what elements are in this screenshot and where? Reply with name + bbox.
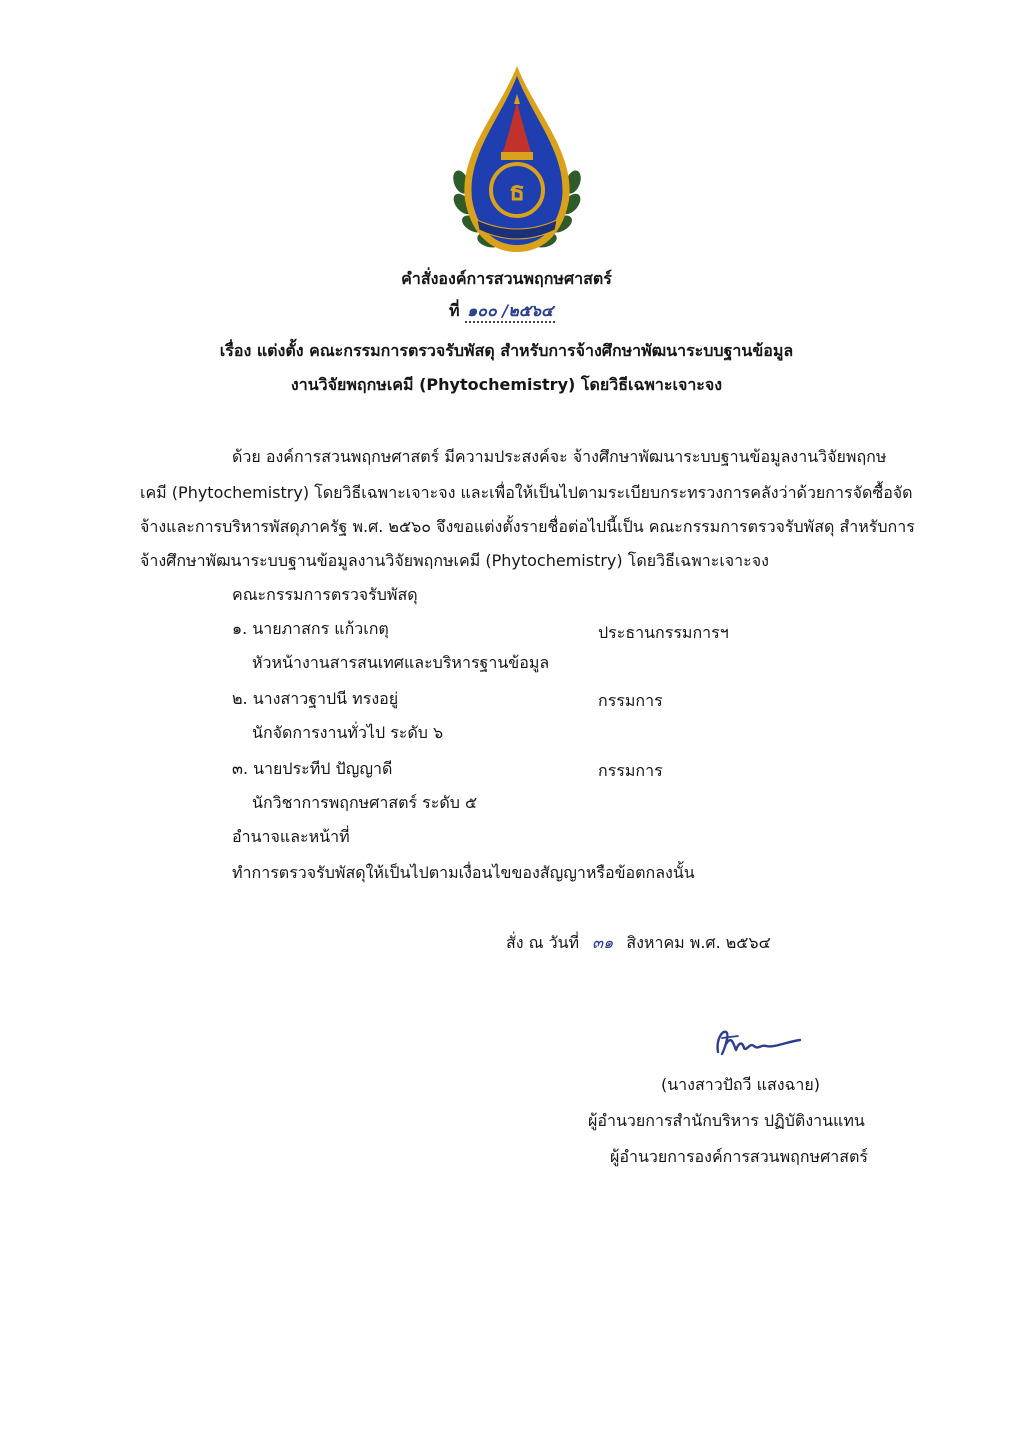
member-3-position: นักวิชาการพฤกษศาสตร์ ระดับ ๕: [252, 793, 478, 812]
committee-heading: คณะกรรมการตรวจรับพัสดุ: [232, 585, 418, 604]
member-3-role: กรรมการ: [598, 761, 663, 780]
member-1-role: ประธานกรรมการฯ: [598, 623, 729, 642]
paragraph-line-3: จ้างและการบริหารพัสดุภาครัฐ พ.ศ. ๒๕๖๐ จึงขอแต่งตั้งรายชื่อต่อไปนี้เป็น คณะกรรมการตรวจรับพัสดุ สำหรับการ: [140, 517, 915, 536]
order-number: [449, 300, 555, 322]
handwritten-signature-icon: [712, 1022, 804, 1064]
subject-line-2: งานวิจัยพฤกษเคมี (Phytochemistry) โดยวิธีเฉพาะเจาะจง: [290, 375, 723, 394]
paragraph-line-4: จ้างศึกษาพัฒนาระบบฐานข้อมูลงานวิจัยพฤกษเคมี (Phytochemistry) โดยวิธีเฉพาะเจาะจง: [140, 551, 769, 570]
order-title: คำสั่งองค์การสวนพฤกษศาสตร์: [401, 269, 612, 288]
member-3-name: ๓. นายประทีป ปัญญาดี: [232, 759, 393, 778]
subject-line-1: เรื่อง แต่งตั้ง คณะกรรมการตรวจรับพัสดุ สำหรับการจ้างศึกษาพัฒนาระบบฐานข้อมูล: [219, 341, 794, 360]
signer-title-line-1: ผู้อำนวยการสำนักบริหาร ปฏิบัติงานแทน: [588, 1111, 865, 1130]
member-2-position: นักจัดการงานทั่วไป ระดับ ๖: [252, 723, 444, 742]
member-1-name: ๑. นายภาสกร แก้วเกตุ: [232, 619, 389, 638]
svg-text:ธ: ธ: [509, 177, 525, 207]
paragraph-line-2: เคมี (Phytochemistry) โดยวิธีเฉพาะเจาะจง และเพื่อให้เป็นไปตามระเบียบกระทรวงการคลังว่าด้วยการจัดซื้อจัด: [140, 483, 913, 502]
member-1-position: หัวหน้างานสารสนเทศและบริหารฐานข้อมูล: [252, 653, 550, 672]
order-date-prefix: สั่ง ณ วันที่: [506, 933, 580, 952]
order-date-day: ๓๑: [592, 933, 614, 952]
duties-text: ทำการตรวจรับพัสดุให้เป็นไปตามเงื่อนไขของสัญญาหรือข้อตกลงนั้น: [232, 863, 695, 882]
duties-heading: อำนาจและหน้าที่: [232, 827, 350, 846]
order-number-value: ๑๐๐ /๒๕๖๔: [465, 301, 555, 323]
order-number-label: ที่: [449, 301, 460, 320]
organization-emblem-icon: [447, 62, 587, 262]
paragraph-line-1: ด้วย องค์การสวนพฤกษศาสตร์ มีความประสงค์จะ จ้างศึกษาพัฒนาระบบฐานข้อมูลงานวิจัยพฤกษ: [232, 447, 887, 466]
signer-title-line-2: ผู้อำนวยการองค์การสวนพฤกษศาสตร์: [610, 1147, 868, 1166]
member-2-role: กรรมการ: [598, 691, 663, 710]
member-2-name: ๒. นางสาวฐาปนี ทรงอยู่: [232, 689, 399, 708]
order-date-month-year: สิงหาคม พ.ศ. ๒๕๖๔: [626, 933, 771, 952]
order-date: [506, 932, 771, 954]
signer-name: (นางสาวปัถวี แสงฉาย): [661, 1075, 821, 1094]
